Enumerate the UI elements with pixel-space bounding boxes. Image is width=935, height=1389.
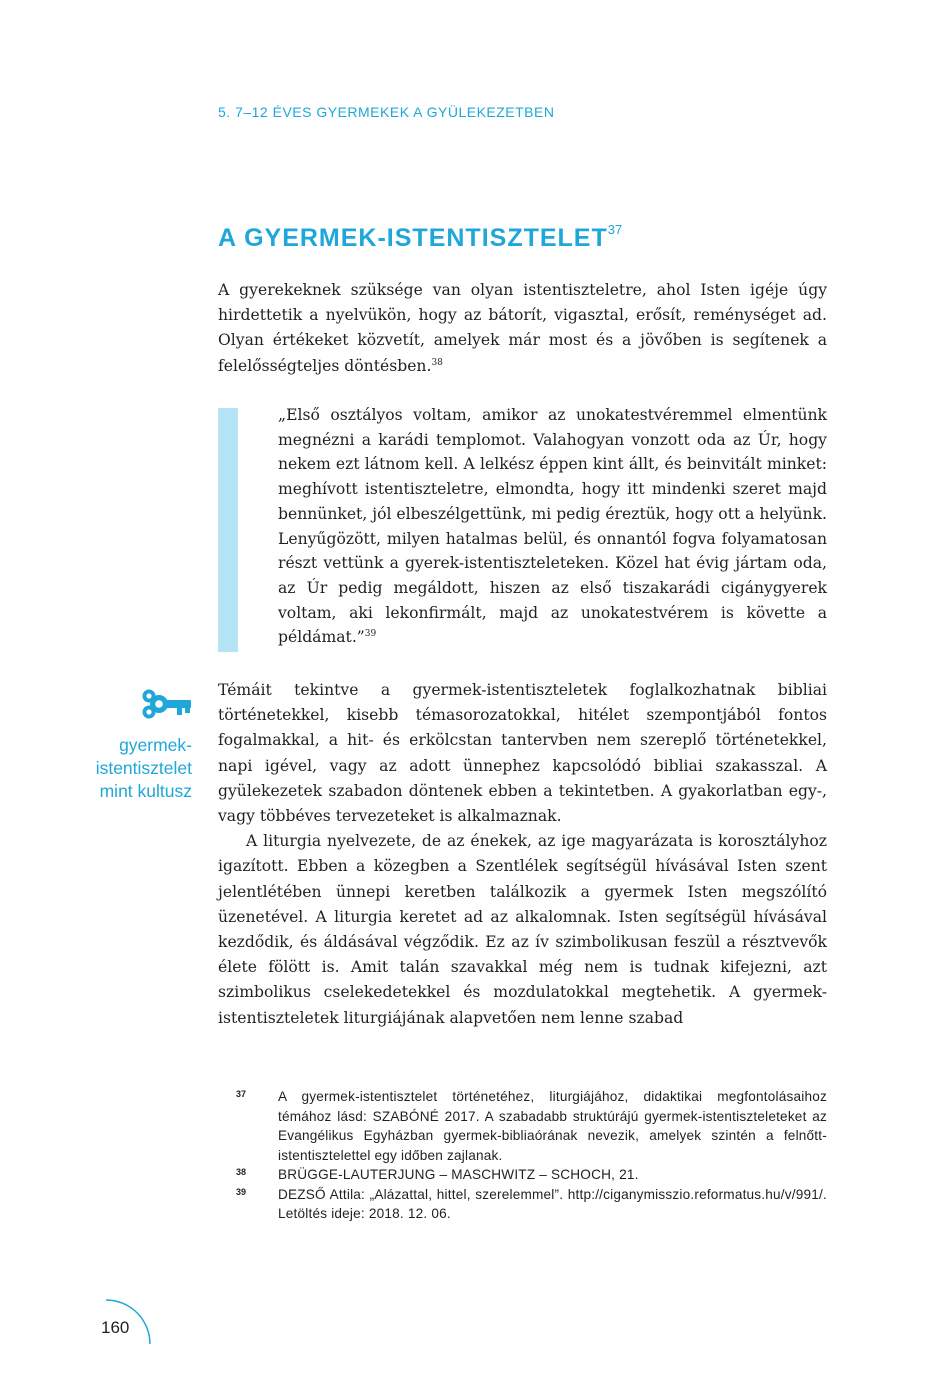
footnote-39 [236,1185,827,1224]
running-head: 5. 7–12 ÉVES GYERMEKEK A GYÜLEKEZETBEN [218,104,555,120]
body-paragraph-1: Témáit tekintve a gyermek-istentiszteletek foglalkozhatnak bibliai történetekkel, kisebb témasorozatokkal, hitélet szempontjából fontos fogalmakkal, a hit- és erkölcstan tantervben nem szereplő történetekkel, napi igével, vagy az adott ünnephez kapcsolódó bibliai szakasszal. A gyülekezetek szabadon döntenek ebben a tekintetben. A gyakorlatban egy-, vagy többéves tervezeteket is alkalmaznak. [218,681,827,826]
intro-paragraph [218,278,827,379]
section-title-text: A GYERMEK-ISTENTISZTELET [218,224,608,252]
footnotes [236,1087,827,1224]
footnote-ref-39[interactable]: 39 [364,629,377,640]
footnote-37 [236,1087,827,1165]
intro-text: A gyerekeknek szüksége van olyan istentiszteletre, ahol Isten igéje úgy hirdettetik a nyelvükön, hogy az bátorít, vigasztal, erősít, reménységet ad. Olyan értékeket közvetít, amelyek már most és a jövőben is segítenek a felelősségteljes döntésben. [218,281,827,375]
body-paragraph-2: A liturgia nyelvezete, de az énekek, az ige magyarázata is korosztályhoz igazított. Ebben a közegben a Szentlélek segítségül hívásával Isten szent jelentlétében ünnepi keretben találkozik a gyermek Isten megszólító üzenetével. A liturgia keretet ad az alkalomnak. Isten segítségül hívásával kezdődik, és áldásával végződik. Ez az ív szimbolikusan feszül a résztvevők élete fölött is. Amit talán szavakkal még nem is tudnak kifejezni, azt szimbolikus cselekedetekkel és mozdulatokkal megtehetik. A gyermek-istentiszteletek liturgiájának alapvetően nem lenne szabad [218,832,827,1027]
page-number: 160 [101,1318,130,1337]
key-icon [140,684,192,724]
footnote-number: 39 [236,1186,247,1197]
sidebar-label-line1: gyermek- [119,735,192,755]
section-title [218,222,622,253]
quote-text: „Első osztályos voltam, amikor az unokatestvéremmel elmentünk megnézni a karádi templomot. Valahogyan vonzott oda az Úr, hogy nekem ezt látnom kell. A lelkész éppen kint állt, és beinvitált minket: meghívott istentiszteletre, elmondta, hogy itt mindenki szeret majd bennünket, jól elbeszélgettünk, mi pedig éreztük, hogy ott a helyünk. Lenyűgözött, milyen hatalmas belül, és onnantól fogva folyamatosan részt vettünk a gyerek-istentiszteleteken. Közel hat évig jártam oda, az Úr pedig megáldott, hiszen az első tiszakarádi cigánygyerek voltam, aki lekonfirmált, majd az unokatestvérem is követte a példámat.” [278,406,827,647]
footnote-ref-38[interactable]: 38 [431,357,443,368]
sidebar-label-line3: mint kultusz [99,781,192,801]
sidebar-label [60,734,192,803]
footnote-ref-37[interactable]: 37 [607,222,623,237]
sidebar-label-line2: istentisztelet [95,758,192,778]
footnote-number: 37 [236,1089,247,1099]
body-text [218,678,827,1031]
quote-block [278,403,827,650]
footnote-text: BRÜGGE-LAUTERJUNG – MASCHWITZ – SCHOCH, 21. [278,1167,639,1182]
footnote-text: A gyermek-istentisztelet történetéhez, liturgiájához, didaktikai megfontolásaihoz témához lásd: SZABÓNÉ 2017. A szabadabb struktúrájú gyermek-istentiszteleteket az Evangélikus Egyházban gyermek-bibliaórának nevezik, amelyek szintén a felnőtt-istentisztelettel egy időben zajlanak. [278,1089,827,1163]
footnote-38 [236,1165,827,1185]
quote-bar [218,408,238,652]
footnote-text: DEZSŐ Attila: „Alázattal, hittel, szerelemmel”. http://ciganymisszio.reformatus.hu/v/991/. Letöltés ideje: 2018. 12. 06. [278,1186,827,1221]
footnote-number: 38 [236,1167,247,1177]
